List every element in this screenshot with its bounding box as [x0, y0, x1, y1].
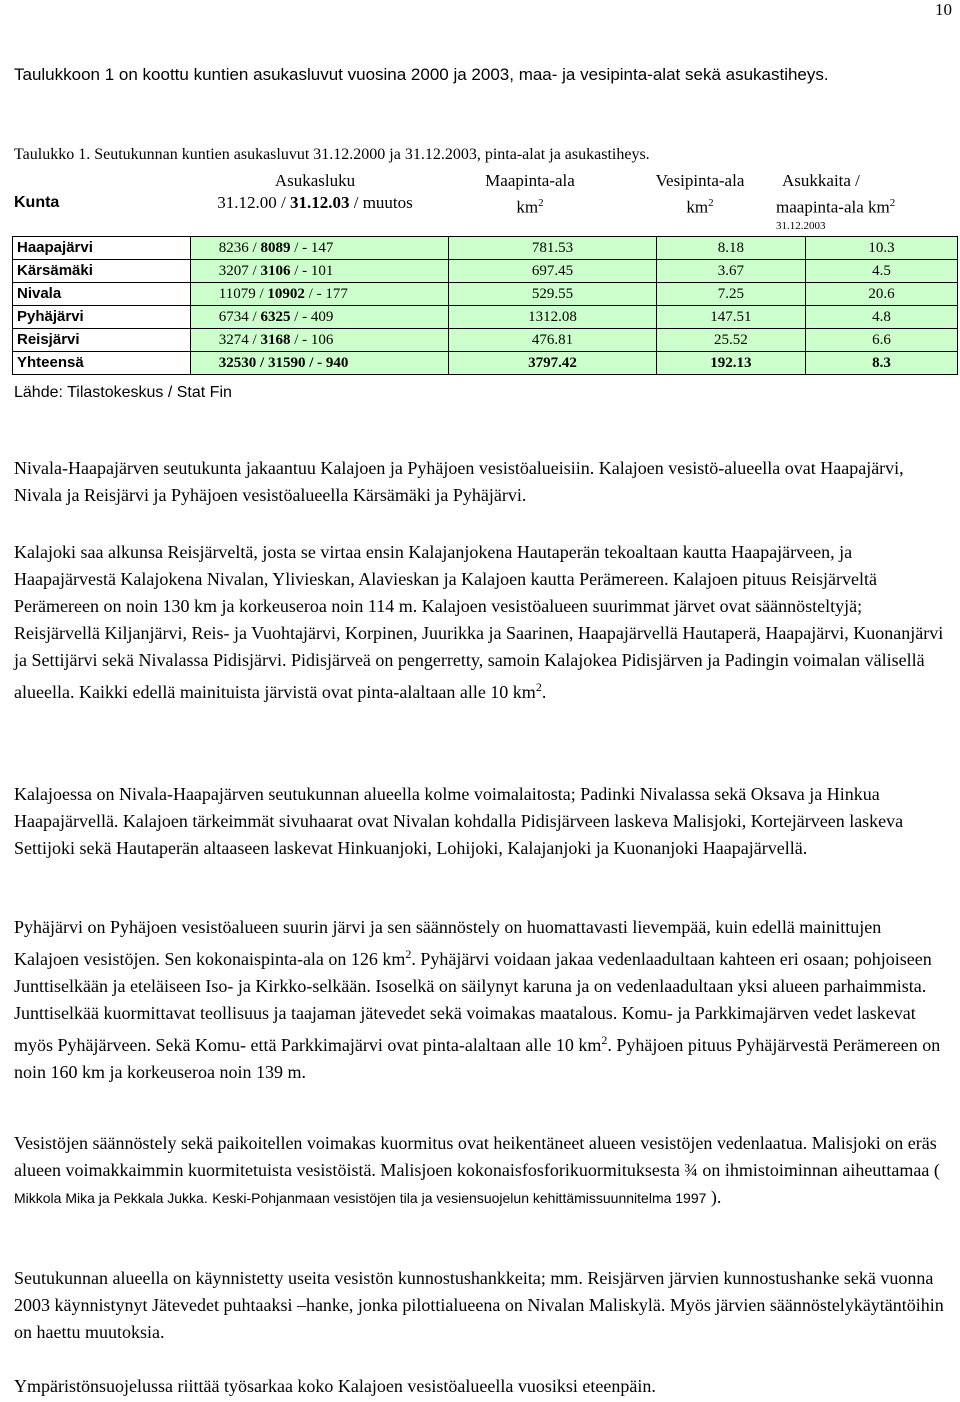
- header-population-title: Asukasluku: [274, 171, 356, 190]
- row-pop2000: 6734: [218, 309, 249, 325]
- paragraph-2-text: Kalajoki saa alkunsa Reisjärveltä, josta se virtaa ensin Kalajanjokena Hautaperän tekoaltaan kautta Haapajärveen, ja Haapajärvestä Kalajokena Nivalan, Ylivieskan, Alavieskan ja Kalajoen kautta Perämereen. Kalajoen pituus Reisjärveltä Perämereen on noin 130 km ja korkeuseroa noin 114 m. Kalajoen vesistöalueen suurimmat järvet ovat säännösteltyjä; Reisjärvellä Kiljanjärvi, Reis- ja Vuohtajärvi, Korpinen, Juurikka ja Saarinen, Haapajärvellä Hautaperä, Haapajärvi, Kuonanjärvi ja Settijärvi sekä Nivalassa Pidisjärvi. Pidisjärveä on pengerretty, samoin Kalajokea Pidisjärven ja Padingin voimalan välisellä alueella. Kaikki edellä mainituista järvistä ovat pinta-alaltaan alle 10 km: [14, 542, 944, 702]
- row-population: 8236 / 8089 / - 147: [190, 237, 448, 260]
- header-land-unit: [430, 192, 630, 219]
- row-density: 6.6: [806, 329, 958, 352]
- header-density-date: 31.12.2003: [776, 219, 826, 232]
- row-water: 8.18: [656, 237, 805, 260]
- total-pop2000: 32530: [218, 355, 257, 371]
- row-name: Reisjärvi: [13, 329, 191, 352]
- table-row: [13, 306, 958, 329]
- paragraph-4-text-a: Pyhäjärvi on Pyhäjoen vesistöalueen suurin järvi ja sen säännöstely on huomattavasti lievempää, kuin edellä mainittujen Kalajoen vesistöjen. Sen kokonaispinta-ala on 126 km: [14, 917, 882, 969]
- total-land: 3797.42: [449, 352, 656, 375]
- paragraph-2: [14, 539, 948, 706]
- table-row: [13, 260, 958, 283]
- row-land: 1312.08: [449, 306, 656, 329]
- row-pop2003: 3168: [260, 332, 291, 348]
- row-name: Pyhäjärvi: [13, 306, 191, 329]
- row-pop2003: 3106: [260, 263, 291, 279]
- paragraph-5-end: ).: [706, 1187, 722, 1207]
- table-row: [13, 237, 958, 260]
- paragraph-4: [14, 914, 948, 1086]
- table-caption: Taulukko 1. Seutukunnan kuntien asukasluvut 31.12.2000 ja 31.12.2003, pinta-alat ja asukastiheys.: [14, 146, 650, 163]
- header-density-unit: [776, 192, 956, 219]
- paragraph-5-text: Vesistöjen säännöstely sekä paikoitellen voimakas kuormitus ovat heikentäneet alueen vesistöjen vedenlaatua. Malisjoki on eräs alueen voimakkaimmin kuormitetuista vesistöistä. Malisjoen kokonaisfosforikuormituksesta ¾ on ihmistoiminnan aiheuttamaa (: [14, 1133, 940, 1180]
- row-change: - 106: [302, 332, 334, 348]
- row-density: 10.3: [806, 237, 958, 260]
- row-name: Haapajärvi: [13, 237, 191, 260]
- row-water: 3.67: [656, 260, 805, 283]
- header-water-title: Vesipinta-ala: [655, 171, 745, 190]
- paragraph-4-sup-2: 2: [601, 1033, 608, 1047]
- row-water: 7.25: [656, 283, 805, 306]
- header-population: [190, 170, 440, 214]
- water-unit: km: [686, 197, 709, 217]
- row-pop2000: 3274: [218, 332, 249, 348]
- row-density: 4.5: [806, 260, 958, 283]
- row-pop2003: 8089: [260, 240, 291, 256]
- paragraph-3: Kalajoessa on Nivala-Haapajärven seutukunnan alueella kolme voimalaitosta; Padinki Nivalassa sekä Oksava ja Hinkua Haapajärvellä. Kalajoen tärkeimmät sivuhaarat ovat Nivalan kohdalla Pidisjärveen laskeva Malisjoki, Kortejärveen laskeva Settijoki sekä Hautaperän altaaseen laskevat Hinkuanjoki, Lohijoki, Kalajanjoki ja Kuonanjoki Haapajärvellä.: [14, 784, 904, 858]
- row-water: 147.51: [656, 306, 805, 329]
- paragraph-5-reference-title: Keski-Pohjanmaan vesistöjen tila ja vesiensuojelun kehittämissuunnitelma 1997: [212, 1190, 707, 1206]
- paragraph-2-end: .: [541, 682, 547, 702]
- row-population: 3274 / 3168 / - 106: [190, 329, 448, 352]
- population-table: [12, 236, 958, 375]
- row-change: - 177: [316, 286, 348, 302]
- row-change: - 101: [302, 263, 334, 279]
- table-total-row: [13, 352, 958, 375]
- header-water-unit: [620, 192, 780, 219]
- row-name: Kärsämäki: [13, 260, 191, 283]
- row-pop2000: 8236: [218, 240, 249, 256]
- header-land-title: Maapinta-ala: [485, 171, 575, 190]
- paragraph-1: Nivala-Haapajärven seutukunta jakaantuu Kalajoen ja Pyhäjoen vesistöalueisiin. Kalajoen vesistö-alueella ovat Haapajärvi, Nivala ja Reisjärvi ja Pyhäjoen vesistöalueella Kärsämäki ja Pyhäjärvi.: [14, 458, 904, 505]
- row-pop2000: 11079: [218, 286, 256, 302]
- total-pop2003: 31590: [267, 355, 306, 371]
- paragraph-7: Ympäristönsuojelussa riittää työsarkaa koko Kalajoen vesistöalueella vuosiksi eteenpäin.: [14, 1376, 656, 1396]
- header-pop-change: / muutos: [349, 193, 413, 212]
- row-land: 781.53: [449, 237, 656, 260]
- intro-paragraph: Taulukkoon 1 on koottu kuntien asukasluvut vuosina 2000 ja 2003, maa- ja vesipinta-alat sekä asukastiheys.: [14, 65, 829, 84]
- row-change: - 409: [302, 309, 334, 325]
- total-change: - 940: [317, 355, 349, 371]
- table-body: [13, 237, 958, 375]
- land-unit-sup: 2: [538, 197, 544, 209]
- row-land: 529.55: [449, 283, 656, 306]
- paragraph-6: Seutukunnan alueella on käynnistetty useita vesistön kunnostushankkeita; mm. Reisjärven järvien kunnostushanke sekä vuonna 2003 käynnistynyt Jätevedet puhtaaksi –hanke, jonka pilottialueena on Nivalan Maliskylä. Myös järvien säännöstelykäytäntöihin on haettu muutoksia.: [14, 1268, 944, 1342]
- paragraph-4-text-c: . Pyhäjoen pituus Pyhäjärvestä Perämereen on noin 160 km ja korkeuseroa noin 139 m.: [14, 1035, 941, 1082]
- row-pop2003: 6325: [260, 309, 291, 325]
- row-land: 476.81: [449, 329, 656, 352]
- table-row: [13, 283, 958, 306]
- header-density: [776, 170, 956, 233]
- row-density: 20.6: [806, 283, 958, 306]
- header-kunta: Kunta: [14, 194, 60, 211]
- land-unit: km: [516, 197, 539, 217]
- row-land: 697.45: [449, 260, 656, 283]
- row-population: 11079 / 10902 / - 177: [190, 283, 448, 306]
- row-change: - 147: [302, 240, 334, 256]
- row-pop2000: 3207: [218, 263, 249, 279]
- total-water: 192.13: [656, 352, 805, 375]
- row-population: 3207 / 3106 / - 101: [190, 260, 448, 283]
- row-pop2003: 10902: [267, 286, 305, 302]
- density-unit: maapinta-ala km: [776, 197, 890, 217]
- paragraph-4-text-b: . Pyhäjärvi voidaan jakaa vedenlaadultaan kahteen eri osaan; pohjoiseen Junttiselkään ja eteläiseen Iso- ja Kirkko-selkään. Isoselkä on säilynyt karuna ja on vedenlaadultaan yksi alueen parhaimmista. Junttiselkää kuormittavat teollisuus ja taajaman jätevedet sekä voimakas maatalous. Komu- ja Parkkimajärven vedet laskevat myös Pyhäjärveen. Sekä Komu- että Parkkimajärvi ovat pinta-alaltaan alle 10 km: [14, 949, 932, 1055]
- density-unit-sup: 2: [889, 197, 896, 209]
- header-population-subtitle: [190, 192, 440, 214]
- table-source: Lähde: Tilastokeskus / Stat Fin: [14, 384, 232, 401]
- header-pop-2000: 31.12.00 /: [217, 193, 290, 212]
- row-name: Nivala: [13, 283, 191, 306]
- table-row: [13, 329, 958, 352]
- paragraph-5-reference-authors: Mikkola Mika ja Pekkala Jukka.: [14, 1190, 208, 1206]
- total-name: Yhteensä: [13, 352, 191, 375]
- paragraph-5: [14, 1130, 948, 1212]
- page-number: 10: [935, 0, 952, 19]
- header-land-area: [430, 170, 630, 219]
- paragraph-4-sup-1: 2: [405, 947, 412, 961]
- header-density-title: Asukkaita /: [782, 171, 860, 190]
- row-density: 4.8: [806, 306, 958, 329]
- row-population: 6734 / 6325 / - 409: [190, 306, 448, 329]
- header-pop-2003: 31.12.03: [289, 193, 350, 212]
- total-density: 8.3: [806, 352, 958, 375]
- header-water-area: [620, 170, 780, 219]
- row-water: 25.52: [656, 329, 805, 352]
- total-population: 32530 / 31590 / - 940: [190, 352, 448, 375]
- paragraph-2-sup: 2: [535, 680, 542, 694]
- water-unit-sup: 2: [708, 197, 714, 209]
